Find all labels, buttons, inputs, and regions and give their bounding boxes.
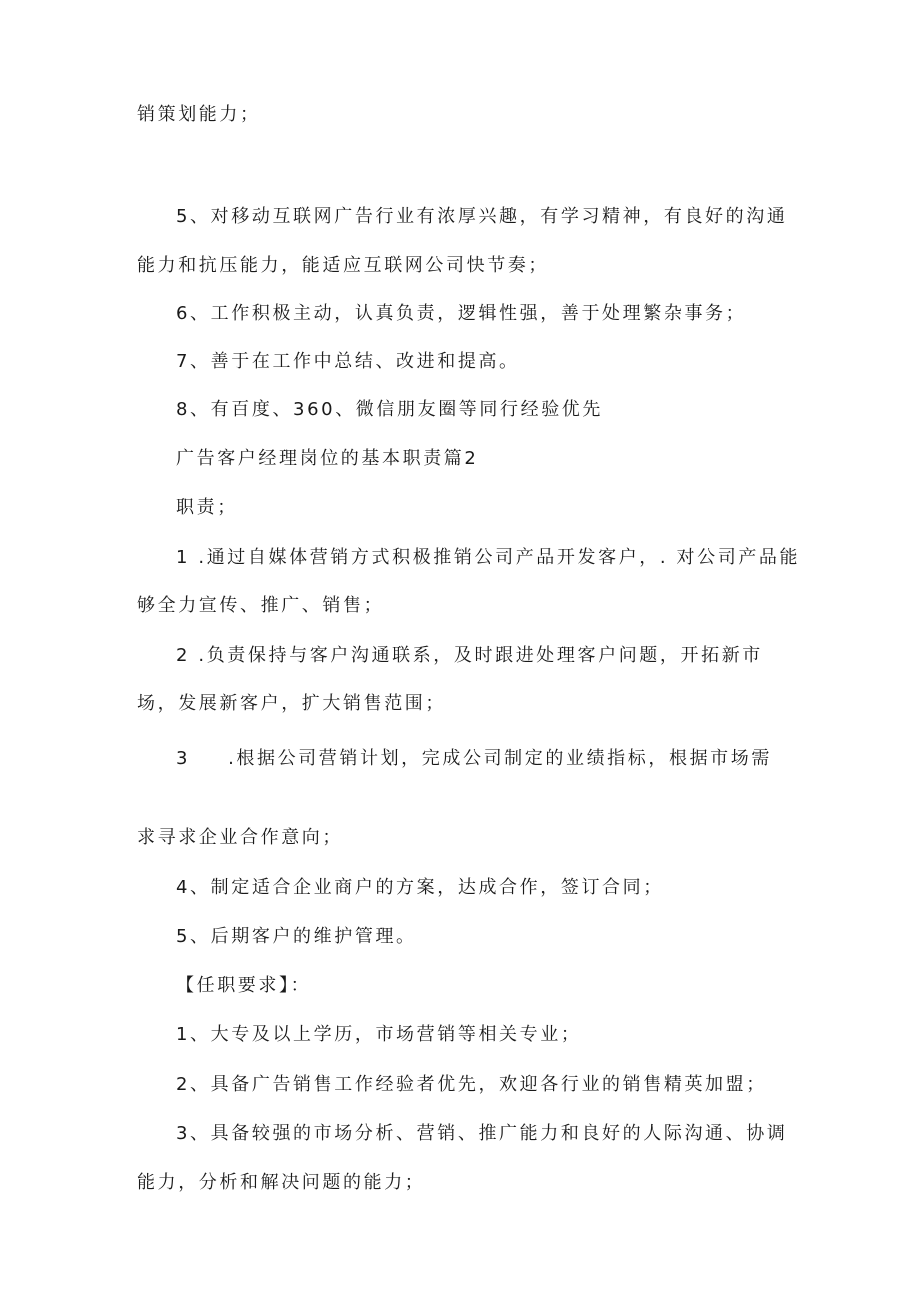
text-line: 5、后期客户的维护管理。 (176, 926, 417, 947)
text-line: 6、工作积极主动，认真负责，逻辑性强，善于处理繁杂事务； (176, 303, 747, 324)
text-line: 2、具备广告销售工作经验者优先，欢迎各行业的销售精英加盟； (176, 1074, 767, 1095)
text-line: 场，发展新客户，扩大销售范围； (137, 693, 446, 714)
text-line (176, 747, 772, 771)
section-heading: 【任职要求】： (176, 975, 312, 996)
text-line: 2 .负责保持与客户沟通联系，及时跟进处理客户问题，开拓新市 (176, 645, 763, 666)
text-line: 能力和抗压能力，能适应互联网公司快节奏； (137, 255, 549, 276)
text-line: 4、制定适合企业商户的方案，达成合作，签订合同； (176, 877, 664, 898)
text-line: 8、有百度、360、微信朋友圈等同行经验优先 (176, 399, 604, 420)
text-line: 能力，分析和解决问题的能力； (137, 1172, 426, 1193)
text-line: 7、善于在工作中总结、改进和提高。 (176, 351, 520, 372)
text-line: 1、大专及以上学历，市场营销等相关专业； (176, 1024, 582, 1045)
text-line: 1 .通过自媒体营销方式积极推销公司产品开发客户，. 对公司产品能 (176, 547, 801, 568)
text-line: 职责； (176, 497, 238, 518)
item-number: 3 (176, 748, 191, 769)
text-line: 3、具备较强的市场分析、营销、推广能力和良好的人际沟通、协调 (176, 1123, 788, 1144)
text-line: 求寻求企业合作意向； (137, 827, 343, 848)
section-heading: 广告客户经理岗位的基本职责篇2 (176, 448, 479, 469)
item-text: .根据公司营销计划，完成公司制定的业绩指标，根据市场需 (228, 748, 772, 769)
text-line: 够全力宣传、推广、销售； (137, 595, 385, 616)
text-line: 销策划能力； (137, 104, 261, 125)
text-line: 5、对移动互联网广告行业有浓厚兴趣，有学习精神，有良好的沟通 (176, 206, 788, 227)
